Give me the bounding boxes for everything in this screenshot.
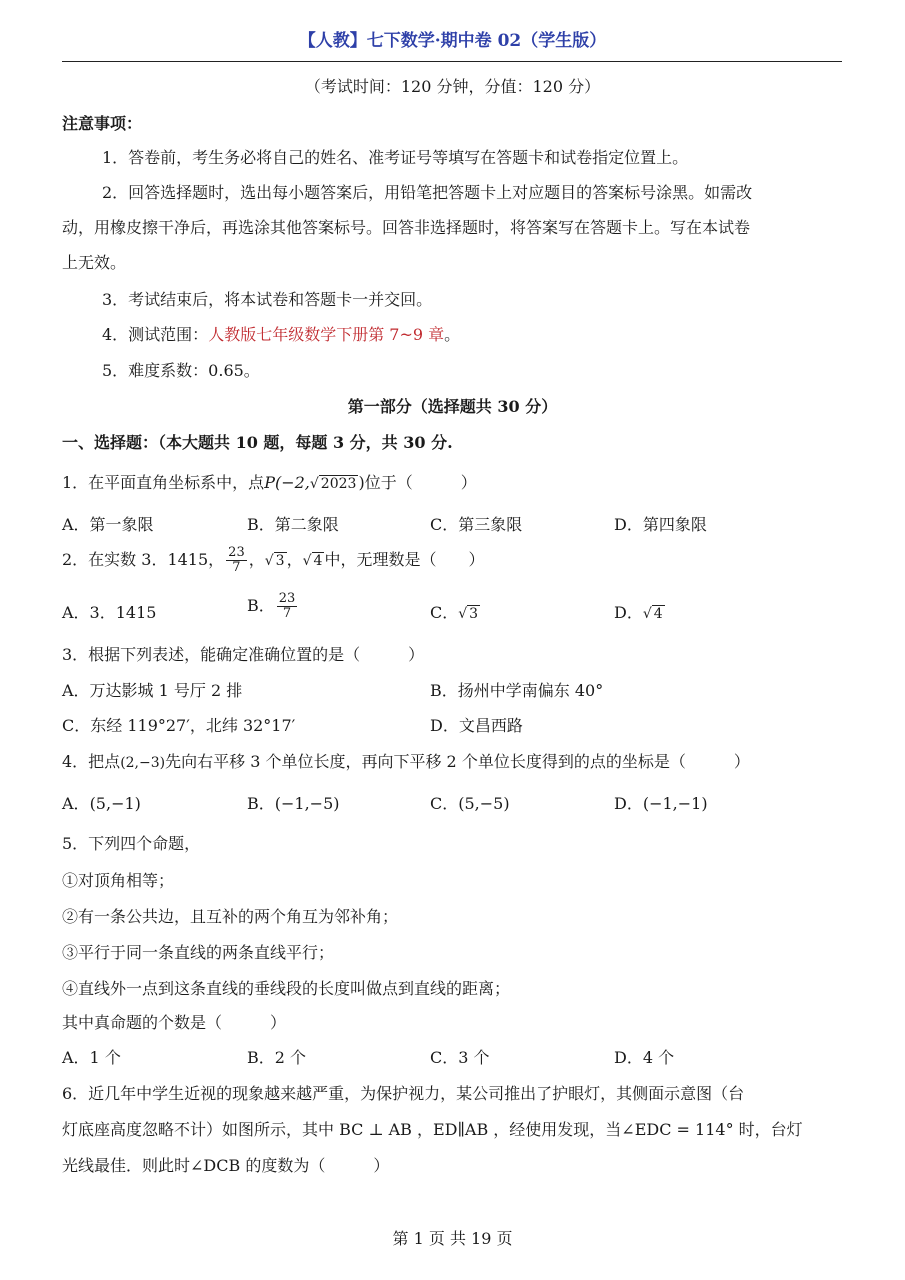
section-title: 一、选择题：（本大题共 10 题，每题 3 分，共 30 分.: [62, 433, 453, 452]
q5-proposition-3: ③平行于同一条直线的两条直线平行；: [62, 943, 335, 962]
q5-option-a[interactable]: A．1 个: [62, 1048, 121, 1067]
q1-sqrt: √ 2023: [309, 476, 357, 492]
question-6-line-3: 光线最佳．则此时∠DCB 的度数为（ ）: [62, 1156, 390, 1175]
q5-proposition-2: ②有一条公共边，且互补的两个角互为邻补角；: [62, 907, 399, 926]
question-4-stem: [62, 749, 750, 772]
q4-option-a-label: A．: [62, 794, 90, 813]
q2-option-a[interactable]: A．3．1415: [62, 603, 157, 622]
q2-option-c-sqrt: √ 3: [458, 606, 479, 622]
q1-option-c[interactable]: C．第三象限: [430, 515, 523, 534]
notice-item-4: [102, 322, 460, 345]
q4-option-b-label: B．: [247, 794, 275, 813]
notice-item-2: 2．回答选择题时，选出每小题答案后，用铅笔把答题卡上对应题目的答案标号涂黑。如需改: [102, 183, 753, 202]
q2-option-b[interactable]: [247, 592, 299, 621]
test-scope: 人教版七年级数学下册第 7~9 章: [208, 325, 445, 344]
question-6-line-2: 灯底座高度忽略不计）如图所示，其中 BC ⊥ AB ，ED∥AB ，经使用发现，当∠EDC = 114° 时，台灯: [62, 1120, 803, 1139]
header-divider: [62, 61, 842, 62]
page-header-title: 【人教】七下数学·期中卷 02（学生版）: [298, 31, 607, 51]
q4-option-d-value: (−1,−1): [642, 794, 708, 813]
q3-option-b[interactable]: B．扬州中学南偏东 40°: [430, 681, 604, 700]
q4-option-a[interactable]: [62, 791, 141, 814]
q2-option-d[interactable]: [614, 600, 665, 623]
q2-sqrt-3: √ 3: [264, 553, 285, 569]
notice-title: 注意事项：: [62, 114, 143, 133]
q2-option-b-label: B．: [247, 596, 275, 615]
q2-option-c-rad: 3: [469, 606, 479, 622]
notice-item-3: 3．考试结束后，将本试卷和答题卡一并交回。: [102, 290, 433, 309]
part1-title: 第一部分（选择题共 30 分）: [347, 397, 558, 416]
q2-option-c[interactable]: [430, 600, 480, 623]
page-footer: 第 1 页 共 19 页: [392, 1229, 513, 1248]
q2-option-b-fraction: [277, 592, 298, 621]
q2-rad-3: 3: [275, 553, 285, 569]
question-3-stem: 3．根据下列表述，能确定准确位置的是（ ）: [62, 645, 425, 664]
q4-option-d-label: D．: [614, 794, 643, 813]
q4-point: (2,−3): [120, 755, 166, 771]
q5-question: 其中真命题的个数是（ ）: [62, 1013, 287, 1032]
q5-option-b[interactable]: B．2 个: [247, 1048, 307, 1067]
q5-option-d[interactable]: D．4 个: [614, 1048, 675, 1067]
q3-option-a[interactable]: A．万达影城 1 号厅 2 排: [62, 681, 243, 700]
q4-option-c-value: (5,−5): [458, 794, 510, 813]
notice-item-4-prefix: 4．测试范围：: [102, 325, 209, 344]
q5-proposition-1: ①对顶角相等；: [62, 871, 175, 890]
q1-stem-suffix: 位于（ ）: [364, 473, 477, 492]
q2-stem-suffix: 中，无理数是（ ）: [324, 550, 485, 569]
q1-point-close: ): [358, 473, 365, 492]
q5-option-c[interactable]: C．3 个: [430, 1048, 490, 1067]
notice-item-1: 1．答卷前，考生务必将自己的姓名、准考证号等填写在答题卡和试卷指定位置上。: [102, 148, 689, 167]
q2-option-b-num: 23: [278, 591, 296, 606]
q2-fraction: [226, 546, 247, 575]
q5-proposition-4: ④直线外一点到这条直线的垂线段的长度叫做点到直线的距离；: [62, 979, 511, 998]
question-1-stem: [62, 470, 477, 493]
q2-sqrt-4: √ 4: [302, 553, 323, 569]
q2-frac-num: 23: [228, 545, 245, 560]
q2-comma-2: ，: [286, 550, 303, 569]
q2-option-d-label: D．: [614, 603, 643, 622]
q2-option-d-rad: 4: [653, 606, 663, 622]
q1-stem-prefix: 1．在平面直角坐标系中，点: [62, 473, 265, 492]
q3-option-d[interactable]: D．文昌西路: [430, 716, 523, 735]
q2-option-d-sqrt: √ 4: [642, 606, 663, 622]
q1-radicand: 2023: [320, 476, 357, 492]
q4-option-d[interactable]: [614, 791, 708, 814]
q1-option-b[interactable]: B．第二象限: [247, 515, 339, 534]
notice-item-4-suffix: 。: [444, 325, 461, 344]
q4-stem-suffix: 先向右平移 3 个单位长度，再向下平移 2 个单位长度得到的点的坐标是（ ）: [165, 752, 750, 771]
q4-option-c[interactable]: [430, 791, 510, 814]
question-5-stem: 5．下列四个命题，: [62, 834, 201, 853]
notice-item-2-cont: 动，用橡皮擦干净后，再选涂其他答案标号。回答非选择题时，将答案写在答题卡上。写在本试卷: [62, 218, 751, 237]
q4-option-a-value: (5,−1): [89, 794, 141, 813]
q4-option-b[interactable]: [247, 791, 340, 814]
q2-option-b-den: 7: [282, 606, 292, 621]
q3-option-c[interactable]: C．东经 119°27′，北纬 32°17′: [62, 716, 296, 735]
q4-option-b-value: (−1,−5): [274, 794, 340, 813]
q1-option-d[interactable]: D．第四象限: [614, 515, 707, 534]
q2-stem-prefix: 2．在实数 3．1415，: [62, 550, 225, 569]
question-2-stem: [62, 546, 484, 575]
q1-point: P(−2,: [264, 473, 310, 492]
q2-frac-den: 7: [232, 560, 241, 575]
exam-info: （考试时间：120 分钟，分值：120 分）: [304, 77, 601, 96]
q4-option-c-label: C．: [430, 794, 459, 813]
notice-item-5: 5．难度系数：0.65。: [102, 361, 260, 380]
q2-comma-1: ，: [248, 550, 265, 569]
q2-option-c-label: C．: [430, 603, 459, 622]
notice-item-2-end: 上无效。: [62, 253, 127, 272]
q4-stem-prefix: 4．把点: [62, 752, 121, 771]
q1-option-a[interactable]: A．第一象限: [62, 515, 154, 534]
question-6-line-1: 6．近几年中学生近视的现象越来越严重，为保护视力，某公司推出了护眼灯，其侧面示意图（台: [62, 1084, 745, 1103]
q2-rad-4: 4: [313, 553, 323, 569]
